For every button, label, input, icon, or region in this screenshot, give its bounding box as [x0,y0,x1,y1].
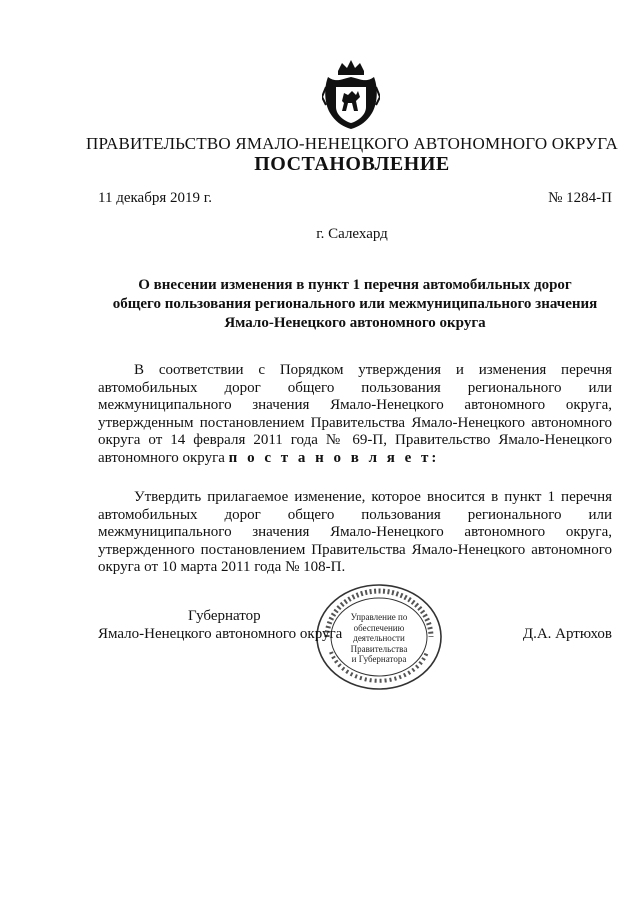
heading-line: О внесении изменения в пункт 1 перечня автомобильных дорог [138,277,572,293]
paragraph-line: утвержденного постановлением Правительства Ямало-Ненецкого автономного [98,541,612,558]
paragraph-line: Утвердить прилагаемое изменение, которое вносится в пункт 1 перечня [134,489,612,505]
stamp-text [340,612,418,665]
document-city: г. Салехард [316,226,388,242]
stamp-line: обеспечению [353,622,405,633]
document-date: 11 декабря 2019 г. [98,190,212,206]
paragraph-line: округа от 14 февраля 2011 года № 69-П, Правительство Ямало-Ненецкого [98,432,612,448]
paragraph-line: автомобильных дорог общего пользования регионального или [98,506,612,523]
coat-of-arms-icon [322,57,380,131]
paragraph-line: автомобильных дорог общего пользования регионального или [98,379,612,396]
paragraph-line: межмуниципального значения Ямало-Ненецкого автономного округа, [98,524,612,540]
resolution-keyword: п о с т а н о в л я е т: [228,449,440,466]
paragraph-resolution [98,489,612,577]
paragraph-line: В соответствии с Порядком утверждения и изменения перечня [134,362,612,378]
heading-line: Ямало-Ненецкого автономного округа [224,315,486,331]
paragraph-preamble [98,362,612,467]
paragraph-line: округа от 10 марта 2011 года № 108-П. [98,559,346,575]
government-title: ПРАВИТЕЛЬСТВО ЯМАЛО-НЕНЕЦКОГО АВТОНОМНОГО ОКРУГА [86,134,618,153]
paragraph-text: автономного округа [98,449,225,466]
document-type: ПОСТАНОВЛЕНИЕ [254,153,450,175]
signature-role: Губернатор [188,608,261,624]
paragraph-line: межмуниципального значения Ямало-Ненецкого автономного округа, [98,397,612,413]
stamp-line: и Губернатора [351,654,407,664]
paragraph-line: утвержденным постановлением Правительства Ямало-Ненецкого автономного [98,414,612,431]
document-heading [98,276,612,333]
signature-organization: Ямало-Ненецкого автономного округа [98,626,343,642]
paragraph-line [98,450,612,468]
stamp-line: деятельности [353,633,405,643]
document-number: № 1284-П [548,190,612,206]
stamp-line: Правительства [350,643,408,654]
stamp-line: Управление по [350,612,408,622]
signatory-name: Д.А. Артюхов [522,626,612,642]
heading-line: общего пользования регионального или межмуниципального значения [112,296,598,312]
